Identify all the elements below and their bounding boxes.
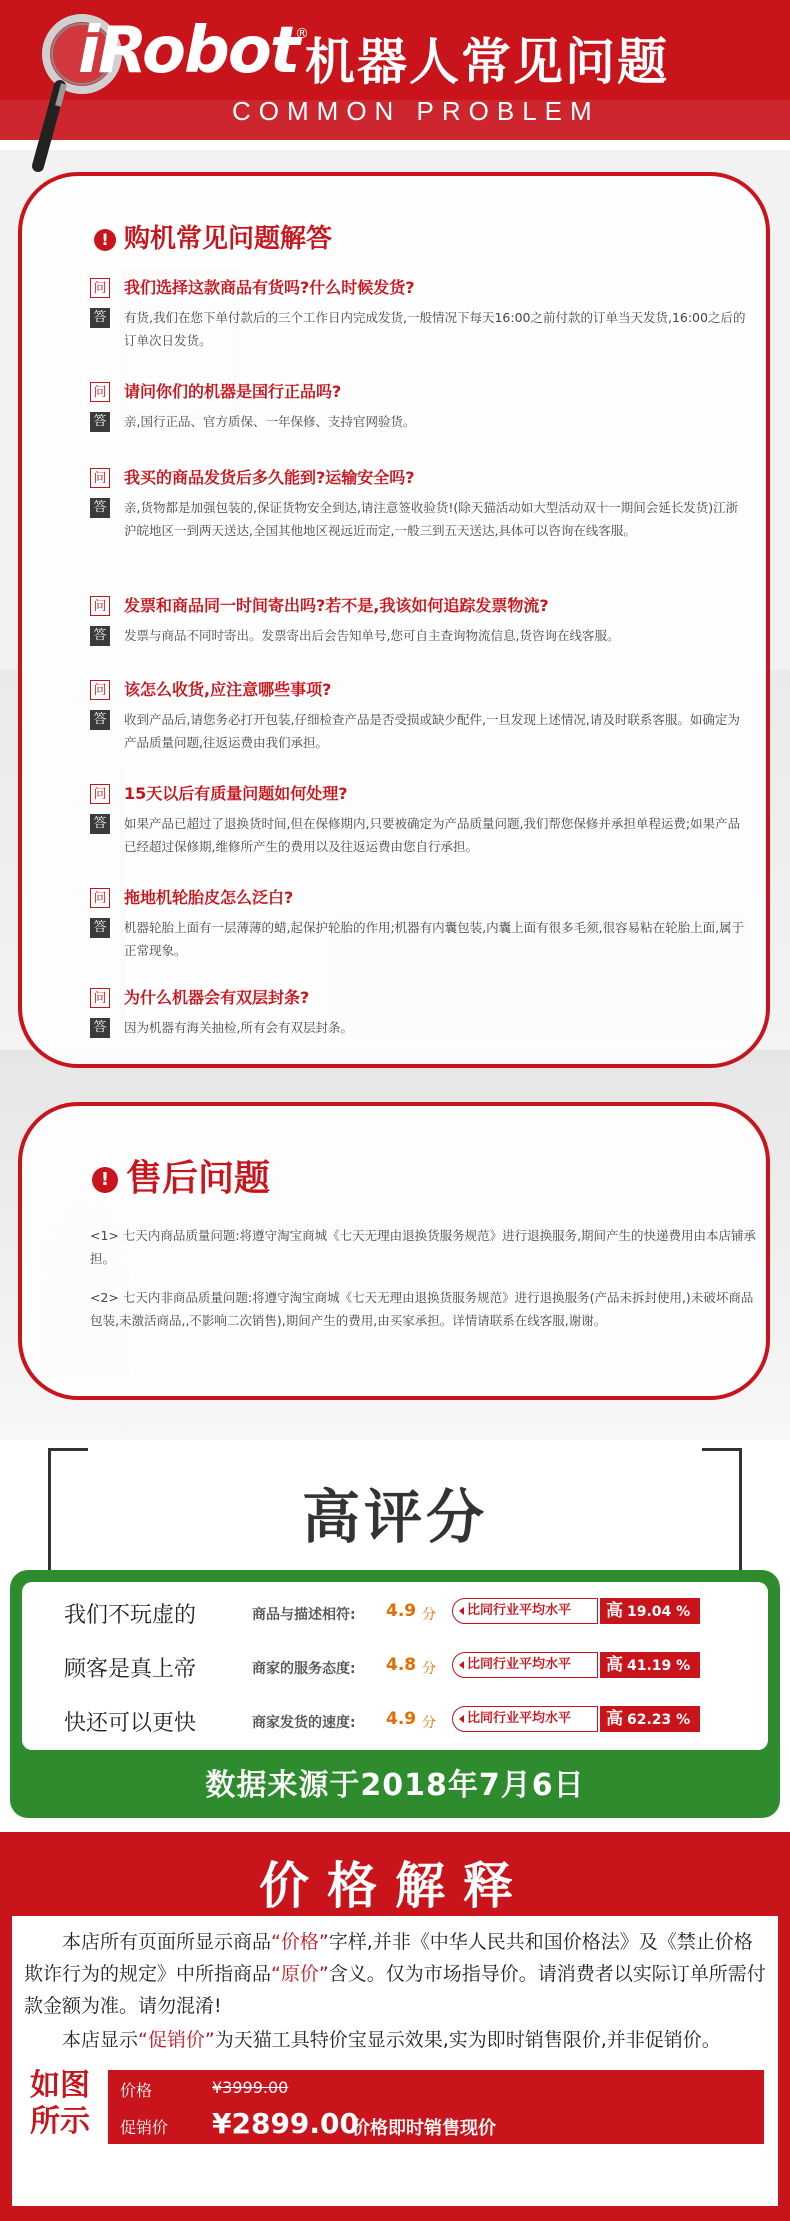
rating-diff-badge (600, 1706, 700, 1732)
compare-label: 比同行业平均水平 (452, 1652, 598, 1678)
faq-question: 请问你们的机器是国行正品吗? (124, 382, 342, 401)
faq-item (90, 380, 750, 433)
question-tag: 问 (90, 784, 110, 804)
faq-section-title (94, 218, 332, 255)
question-tag: 问 (90, 468, 110, 488)
price-highlight: “原价” (271, 1963, 329, 1985)
faq-item (90, 782, 750, 858)
exclamation-icon: ! (92, 1167, 118, 1193)
rating-metric: 商家发货的速度: (252, 1715, 356, 1731)
rating-score: 4.9 (386, 1709, 417, 1729)
compare-label: 比同行业平均水平 (452, 1706, 598, 1732)
price-text: 字样,并非《中华人民共和国价格法》及《禁止价格欺诈行为的规定》中所指商品 (24, 1931, 753, 1985)
question-tag: 问 (90, 680, 110, 700)
brand-logo: iRobot (78, 14, 299, 88)
after-sales-section-title (92, 1150, 270, 1201)
faq-item (90, 886, 750, 962)
faq-answer: 发票与商品不同时寄出。发票寄出后会告知单号,您可自主查询物流信息,货咨询在线客服。 (124, 628, 620, 643)
faq-answer: 有货,我们在您下单付款后的三个工作日内完成发货,一般情况下每天16:00之前付款的订单当天发货,16:00之后的订单次日发货。 (124, 310, 746, 348)
compare-label: 比同行业平均水平 (452, 1598, 598, 1624)
price-text: 为天猫工具特价宝显示效果,实为即时销售限价,并非促销价。 (214, 2029, 721, 2051)
rating-slogan: 顾客是真上帝 (64, 1657, 197, 1682)
rating-score-unit: 分 (422, 1607, 436, 1623)
promo-price-row (108, 2107, 764, 2144)
faq-answer: 收到产品后,请您务必打开包装,仔细检查产品是否受损或缺少配件,一旦发现上述情况,请及时联系客服。如确定为产品质量问题,往返运费由我们承担。 (124, 712, 740, 750)
price-highlight: “价格” (271, 1931, 329, 1953)
original-price-row (108, 2070, 764, 2107)
header-banner (0, 0, 790, 140)
answer-tag: 答 (90, 814, 110, 834)
higher-label: 高 (606, 1601, 623, 1621)
price-paragraph (24, 1926, 766, 2022)
answer-tag: 答 (90, 412, 110, 432)
exclamation-icon: ! (94, 229, 116, 251)
after-sales-item: <2> 七天内非商品质量问题:将遵守淘宝商城《七天无理由退换货服务规范》进行退换服务(产品未拆封使用,)未破坏商品包装,未激活商品,,不影响二次销售),期间产生的费用,由买家承担。详情请联系在线客服,谢谢。 (90, 1290, 754, 1328)
faq-question: 我们选择这款商品有货吗?什么时候发货? (124, 278, 415, 297)
faq-answer: 因为机器有海关抽检,所有会有双层封条。 (124, 1020, 353, 1035)
original-price-label: 价格 (120, 2081, 153, 2100)
page-subtitle: COMMON PROBLEM (232, 96, 600, 126)
faq-title-text: 购机常见问题解答 (124, 224, 333, 254)
answer-tag: 答 (90, 626, 110, 646)
faq-question: 为什么机器会有双层封条? (124, 988, 310, 1007)
faq-question: 15天以后有质量问题如何处理? (124, 784, 348, 803)
answer-tag: 答 (90, 1018, 110, 1038)
price-text: 含义。仅为市场指导价。请消费者以实际订单所需付款金额为准。请勿混淆! (24, 1963, 766, 2017)
price-title: 价格解释 (259, 1857, 531, 1915)
rating-diff-badge (600, 1652, 700, 1678)
faq-question: 发票和商品同一时间寄出吗?若不是,我该如何追踪发票物流? (124, 596, 549, 615)
rating-score-unit: 分 (422, 1715, 436, 1731)
rating-diff-badge (600, 1598, 700, 1624)
faq-item (90, 466, 750, 542)
after-sales-title-text: 售后问题 (126, 1158, 271, 1199)
registered-mark: ® (295, 26, 309, 42)
rating-diff: 19.04 % (627, 1604, 691, 1620)
rating-diff: 62.23 % (627, 1712, 691, 1728)
rating-row (22, 1696, 768, 1744)
higher-label: 高 (606, 1655, 623, 1675)
data-source-note: 数据来源于2018年7月6日 (205, 1768, 585, 1803)
higher-label: 高 (606, 1709, 623, 1729)
original-price-value: ¥3999.00 (212, 2078, 289, 2097)
after-sales-panel (18, 1102, 770, 1400)
answer-tag: 答 (90, 498, 110, 518)
price-explanation-section (0, 1832, 790, 2221)
question-tag: 问 (90, 596, 110, 616)
rating-score: 4.8 (386, 1655, 417, 1675)
rating-box (10, 1570, 780, 1818)
page-title: 机器人常见问题 (305, 33, 669, 91)
rating-row (22, 1642, 768, 1690)
question-tag: 问 (90, 382, 110, 402)
price-highlight: “促销价” (138, 2029, 215, 2051)
price-body (12, 1916, 778, 2206)
faq-question: 拖地机轮胎皮怎么泛白? (124, 888, 294, 907)
rating-metric: 商品与描述相符: (252, 1607, 356, 1623)
faq-item (90, 986, 750, 1039)
rating-metric: 商家的服务态度: (252, 1661, 356, 1677)
question-tag: 问 (90, 888, 110, 908)
rating-diff: 41.19 % (627, 1658, 691, 1674)
price-example-box (108, 2070, 764, 2144)
price-text: 本店显示 (62, 2029, 139, 2051)
question-tag: 问 (90, 988, 110, 1008)
rating-slogan: 快还可以更快 (64, 1711, 197, 1736)
faq-answer: 如果产品已超过了退换货时间,但在保修期内,只要被确定为产品质量问题,我们帮您保修并承担单程运费;如果产品已经超过保修期,维修所产生的费用以及往返运费由您自行承担。 (124, 816, 741, 854)
faq-item (90, 678, 750, 754)
promo-price-label: 促销价 (120, 2118, 169, 2137)
faq-answer: 亲,国行正品、官方质保、一年保修、支持官网验货。 (124, 414, 416, 429)
faq-answer: 亲,货物都是加强包装的,保证货物安全到达,请注意签收验货!(除天猫活动如大型活动双十一期间会延长发货)江浙沪皖地区一到两天送达,全国其他地区视远近而定,一般三到五天送达,具体可以咨询在线客服。 (124, 500, 739, 538)
faq-question: 我买的商品发货后多久能到?运输安全吗? (124, 468, 415, 487)
rating-title: 高评分 (301, 1483, 488, 1551)
promo-price-value: ¥2899.00 (212, 2107, 360, 2140)
promo-price-note: 价格即时销售现价 (352, 2118, 496, 2139)
after-sales-item: <1> 七天内商品质量问题:将遵守淘宝商城《七天无理由退换货服务规范》进行退换服务,期间产生的快递费用由本店铺承担。 (90, 1228, 757, 1266)
rating-score: 4.9 (386, 1601, 417, 1621)
example-label: 如图所示 (30, 2068, 90, 2139)
faq-item (90, 276, 750, 352)
faq-item (90, 594, 750, 647)
price-text: 本店所有页面所显示商品 (62, 1931, 272, 1953)
answer-tag: 答 (90, 308, 110, 328)
answer-tag: 答 (90, 918, 110, 938)
rating-row (22, 1588, 768, 1636)
price-paragraph (24, 2024, 766, 2056)
question-tag: 问 (90, 278, 110, 298)
faq-panel (18, 172, 770, 1068)
rating-slogan: 我们不玩虚的 (64, 1603, 197, 1628)
rating-score-unit: 分 (422, 1661, 436, 1677)
faq-answer: 机器轮胎上面有一层薄薄的蜡,起保护轮胎的作用;机器有内囊包装,内囊上面有很多毛须,很容易粘在轮胎上面,属于正常现象。 (124, 920, 745, 958)
faq-question: 该怎么收货,应注意哪些事项? (124, 680, 332, 699)
rating-table (22, 1582, 768, 1750)
answer-tag: 答 (90, 710, 110, 730)
